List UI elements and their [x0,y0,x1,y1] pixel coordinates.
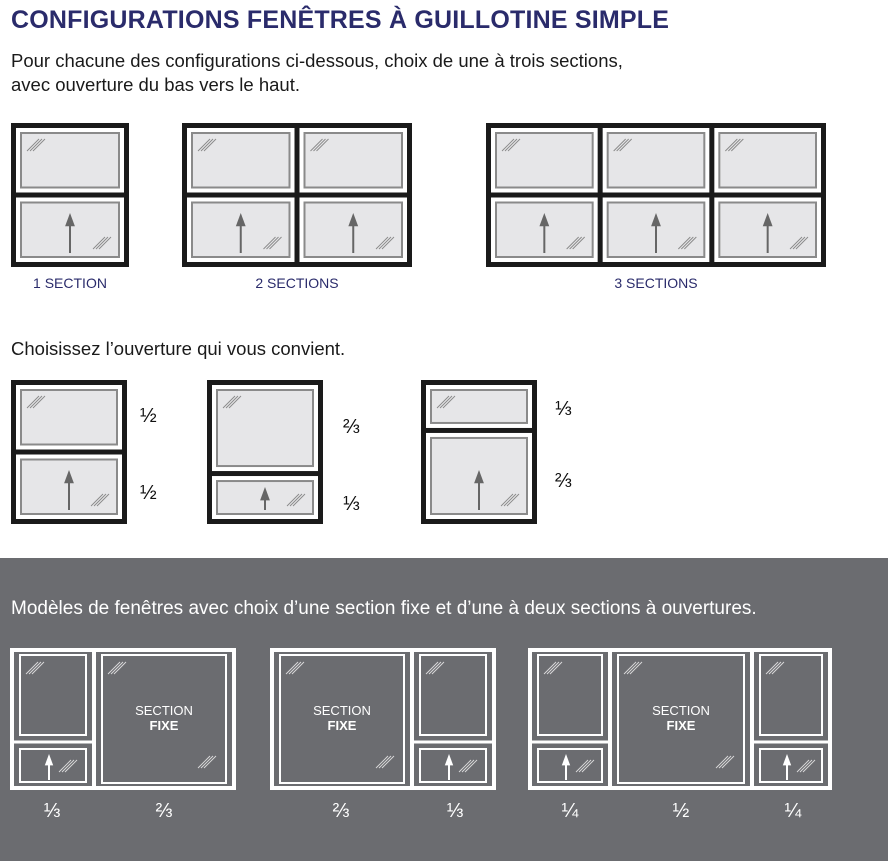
model-1-fraction-left: ⅓ [43,800,61,822]
window-opening-half-half [11,380,127,524]
model-sash-left [10,648,236,790]
window-opening-one-third-two-thirds [421,380,537,524]
model-sash-both [528,648,832,790]
intro-text [11,49,871,97]
model-2-fraction-right: ⅓ [446,800,464,822]
fraction-top-3: ⅓ [555,398,572,420]
model-3-fraction-left: ¼ [561,800,579,822]
caption-1-section: 1 SECTION [33,275,107,291]
window-2-sections [182,123,412,267]
model-3-fraction-center: ½ [672,800,690,822]
model-1-fraction-right: ⅔ [155,800,173,822]
window-1-section [11,123,129,267]
svg-text:SECTION: SECTION [135,703,193,718]
fraction-bottom-2: ⅓ [343,493,360,515]
svg-text:SECTION: SECTION [652,703,710,718]
opening-heading: Choisissez l’ouverture qui vous convient. [11,338,346,359]
page-title: CONFIGURATIONS FENÊTRES À GUILLOTINE SIMPLE [11,6,670,34]
svg-text:FIXE: FIXE [327,718,357,733]
fraction-top-2: ⅔ [343,416,360,438]
model-2-fraction-left: ⅔ [332,800,350,822]
models-heading: Modèles de fenêtres avec choix d’une section fixe et d’une à deux sections à ouvertures. [11,598,757,619]
window-3-sections [486,123,826,267]
window-opening-two-thirds-one-third [207,380,323,524]
intro-line-2: avec ouverture du bas vers le haut. [11,74,300,95]
caption-2-sections: 2 SECTIONS [255,275,339,291]
fraction-top-1: ½ [140,405,157,427]
fraction-bottom-1: ½ [140,482,157,504]
model-sash-right [270,648,496,790]
model-3-fraction-right: ¼ [784,800,802,822]
caption-3-sections: 3 SECTIONS [614,275,698,291]
svg-text:SECTION: SECTION [313,703,371,718]
svg-text:FIXE: FIXE [149,718,179,733]
fraction-bottom-3: ⅔ [555,470,572,492]
svg-text:FIXE: FIXE [666,718,696,733]
intro-line-1: Pour chacune des configurations ci-dessous, choix de une à trois sections, [11,50,623,71]
